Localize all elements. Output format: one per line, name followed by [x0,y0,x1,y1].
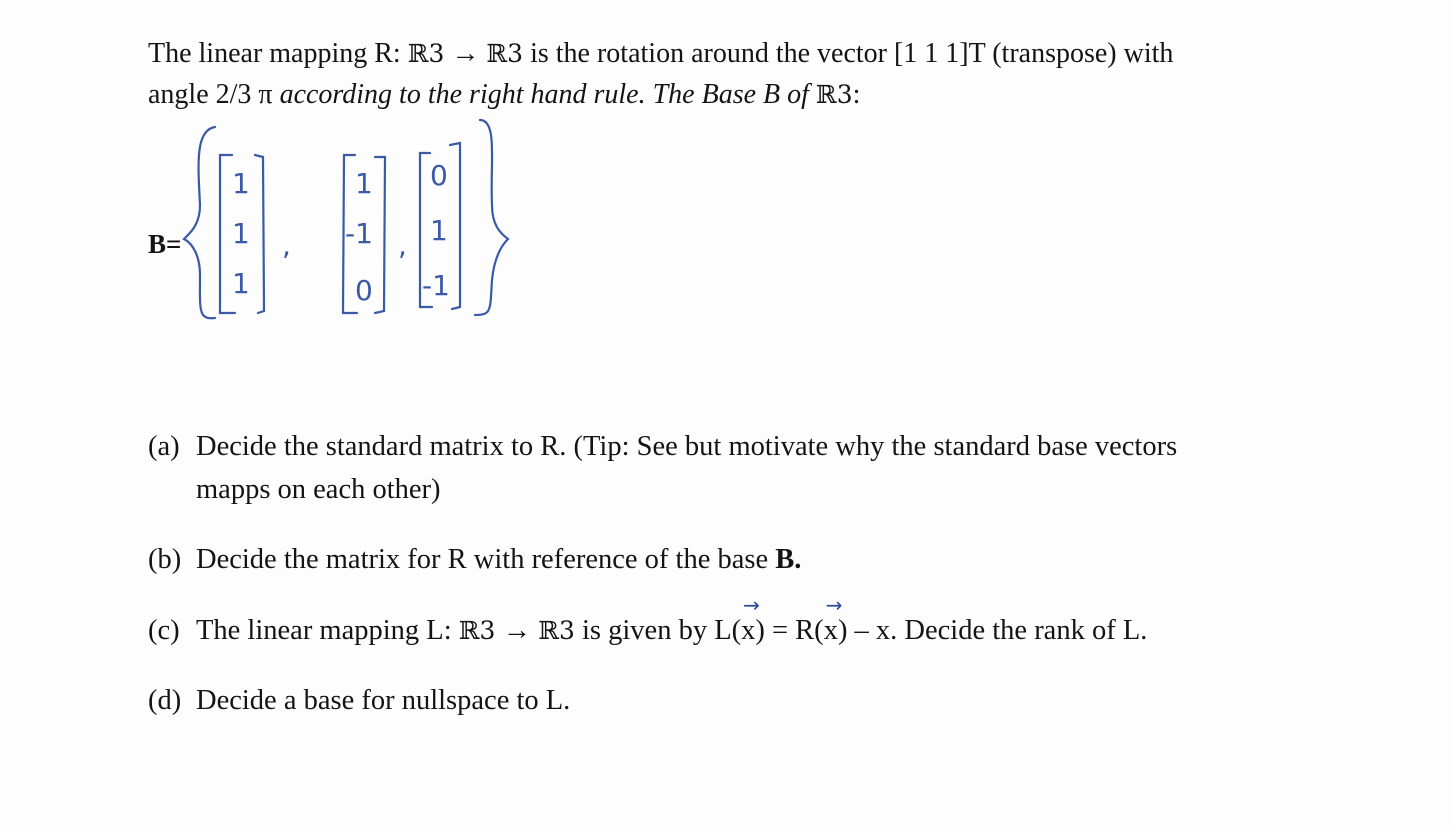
question-text: is given by L( [574,615,742,646]
vector-3-entry-3: -1 [422,269,450,302]
vector-x [741,593,760,647]
question-text: Decide the standard matrix to R. (Tip: See but motivate why the standard base vectors [196,431,1178,462]
question-label: (d) [148,685,182,716]
r3-symbol: ℝ3 [486,39,524,68]
vector-arrow-icon: → [825,593,843,617]
vector-2-entry-1: 1 [355,167,373,200]
handwritten-basis-set [140,115,540,330]
vector-3-entry-2: 1 [430,214,448,247]
right-brace [475,120,508,315]
question-label: (c) [148,615,180,646]
variable-x: x [823,615,838,646]
basis-reference: B. [775,544,802,575]
r3-symbol: ℝ3 [815,80,853,109]
question-label: (a) [148,431,180,462]
vector-3-entry-1: 0 [430,159,448,192]
vector-x [823,593,843,647]
text: according to the right hand rule. The Base B of [279,79,816,110]
question-text: ) = R( [755,615,824,646]
question-b [148,544,801,576]
vector-1-entry-1: 1 [232,167,250,200]
arrow-icon: → [502,615,532,646]
vector-arrow-icon: → [743,593,760,617]
question-d [148,685,570,717]
r3-symbol: ℝ3 [538,616,575,645]
arrow-icon: → [451,38,480,69]
r3-symbol: ℝ3 [458,616,496,645]
basis-label: B= [148,229,182,259]
vector-1-entry-3: 1 [232,267,250,300]
intro-line-2 [148,79,860,111]
vector-1-entry-2: 1 [232,217,250,250]
vector-2-entry-2: -1 [345,217,373,250]
text: is the rotation around the vector [1 1 1]T (transpose) with [523,38,1174,69]
vector-2-entry-3: 0 [355,274,373,307]
text: The linear mapping R: [148,38,408,69]
text: : [852,79,861,110]
intro-line-1 [148,38,1173,70]
question-a [148,431,1177,463]
question-label: (b) [148,544,182,575]
r3-symbol: ℝ3 [407,39,445,68]
question-c [148,593,1148,647]
text: angle 2/3 π [148,79,280,110]
separator: , [398,229,407,262]
question-text: The linear mapping L: [196,615,459,646]
question-text: ) – x. Decide the rank of L. [837,615,1148,646]
separator: , [282,229,291,262]
question-text: Decide the matrix for R with reference of the base [196,544,776,575]
question-text: Decide a base for nullspace to L. [196,685,571,716]
left-brace [184,127,215,318]
variable-x: x [741,615,756,646]
question-a-continuation: mapps on each other) [196,474,441,505]
